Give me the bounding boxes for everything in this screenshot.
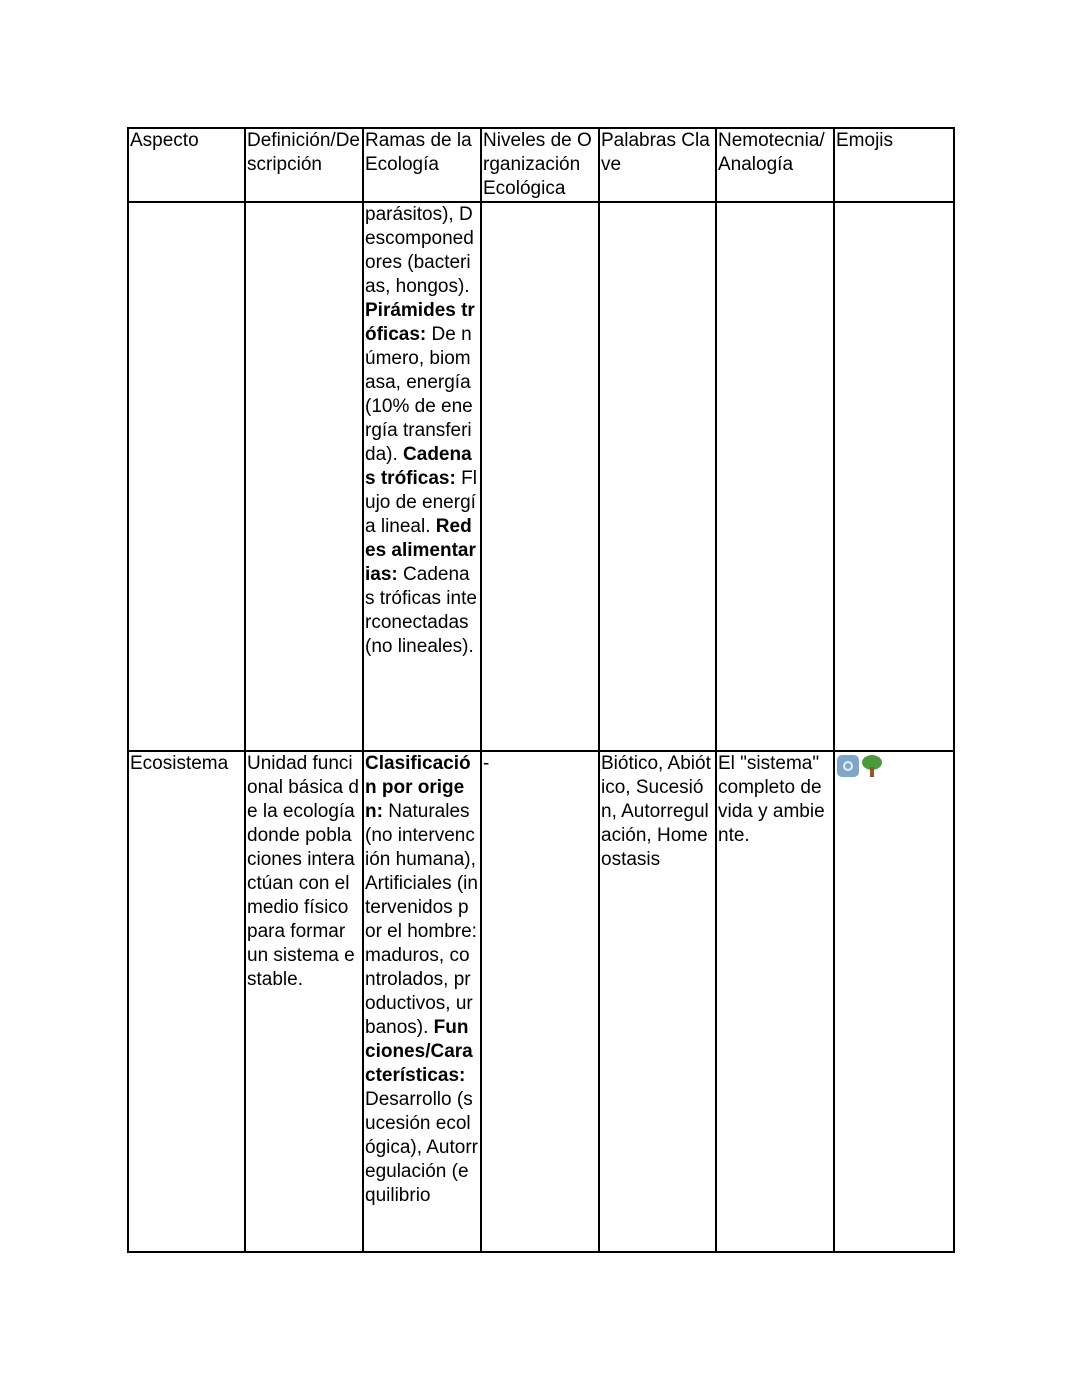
- emoji-group: [837, 755, 883, 777]
- ramas-text-clasificacion: Naturales (no intervención humana), Artificiales (intervenidos por el hombre: maduros, controlados, productivos, urbanos).: [365, 801, 478, 1038]
- cell-nemotecnia-empty: [716, 202, 834, 751]
- cell-definicion-empty: [245, 202, 363, 751]
- cell-niveles-empty: [481, 202, 599, 751]
- ramas-text-1: parásitos), Descomponedores (bacterias, hongos).: [365, 204, 474, 297]
- cell-aspecto-empty: [128, 202, 245, 751]
- cell-emojis-empty: [834, 202, 954, 751]
- header-palabras-clave: Palabras Clave: [599, 128, 716, 202]
- cell-palabras-clave-ecosistema: Biótico, Abiótico, Sucesión, Autorregulación, Homeostasis: [599, 751, 716, 1252]
- header-row: [128, 128, 954, 202]
- header-nemotecnia: Nemotecnia/ Analogía: [716, 128, 834, 202]
- ramas-text-2: De número, biomasa, energía (10% de energía transferida).: [365, 324, 473, 465]
- header-definicion: Definición/Descripción: [245, 128, 363, 202]
- ramas-bold-cadenas: Cadenas tróficas:: [365, 444, 472, 489]
- ramas-bold-redes: Redes alimentarias:: [365, 516, 476, 585]
- ramas-bold-clasificacion: Clasificación por origen:: [365, 753, 471, 822]
- cell-aspecto-ecosistema: Ecosistema: [128, 751, 245, 1252]
- ramas-bold-piramides: Pirámides tróficas:: [365, 300, 475, 345]
- cell-niveles-ecosistema: -: [481, 751, 599, 1252]
- header-ramas: Ramas de la Ecología: [363, 128, 481, 202]
- ramas-bold-funciones: Funciones/Características:: [365, 1017, 473, 1086]
- ramas-text-funciones: Desarrollo (sucesión ecológica), Autorregulación (equilibrio: [365, 1089, 478, 1206]
- tree-icon: [861, 755, 883, 777]
- header-aspecto: Aspecto: [128, 128, 245, 202]
- table-row-ecosistema: [128, 751, 954, 1252]
- gear-icon: [837, 755, 859, 777]
- cell-ramas-ecosistema: [363, 751, 481, 1252]
- cell-emojis-ecosistema: [834, 751, 954, 1252]
- cell-nemotecnia-ecosistema: El "sistema" completo de vida y ambiente.: [716, 751, 834, 1252]
- header-niveles: Niveles de Organización Ecológica: [481, 128, 599, 202]
- ramas-text-4: Cadenas tróficas interconectadas (no lineales).: [365, 564, 477, 657]
- table-row-continuation: [128, 202, 954, 751]
- cell-ramas-continuation: [363, 202, 481, 751]
- ecology-table: [127, 127, 955, 1253]
- cell-palabras-empty: [599, 202, 716, 751]
- ramas-text-3: Flujo de energía lineal.: [365, 468, 477, 537]
- header-emojis: Emojis: [834, 128, 954, 202]
- cell-definicion-ecosistema: Unidad funcional básica de la ecología donde poblaciones interactúan con el medio físico para formar un sistema estable.: [245, 751, 363, 1252]
